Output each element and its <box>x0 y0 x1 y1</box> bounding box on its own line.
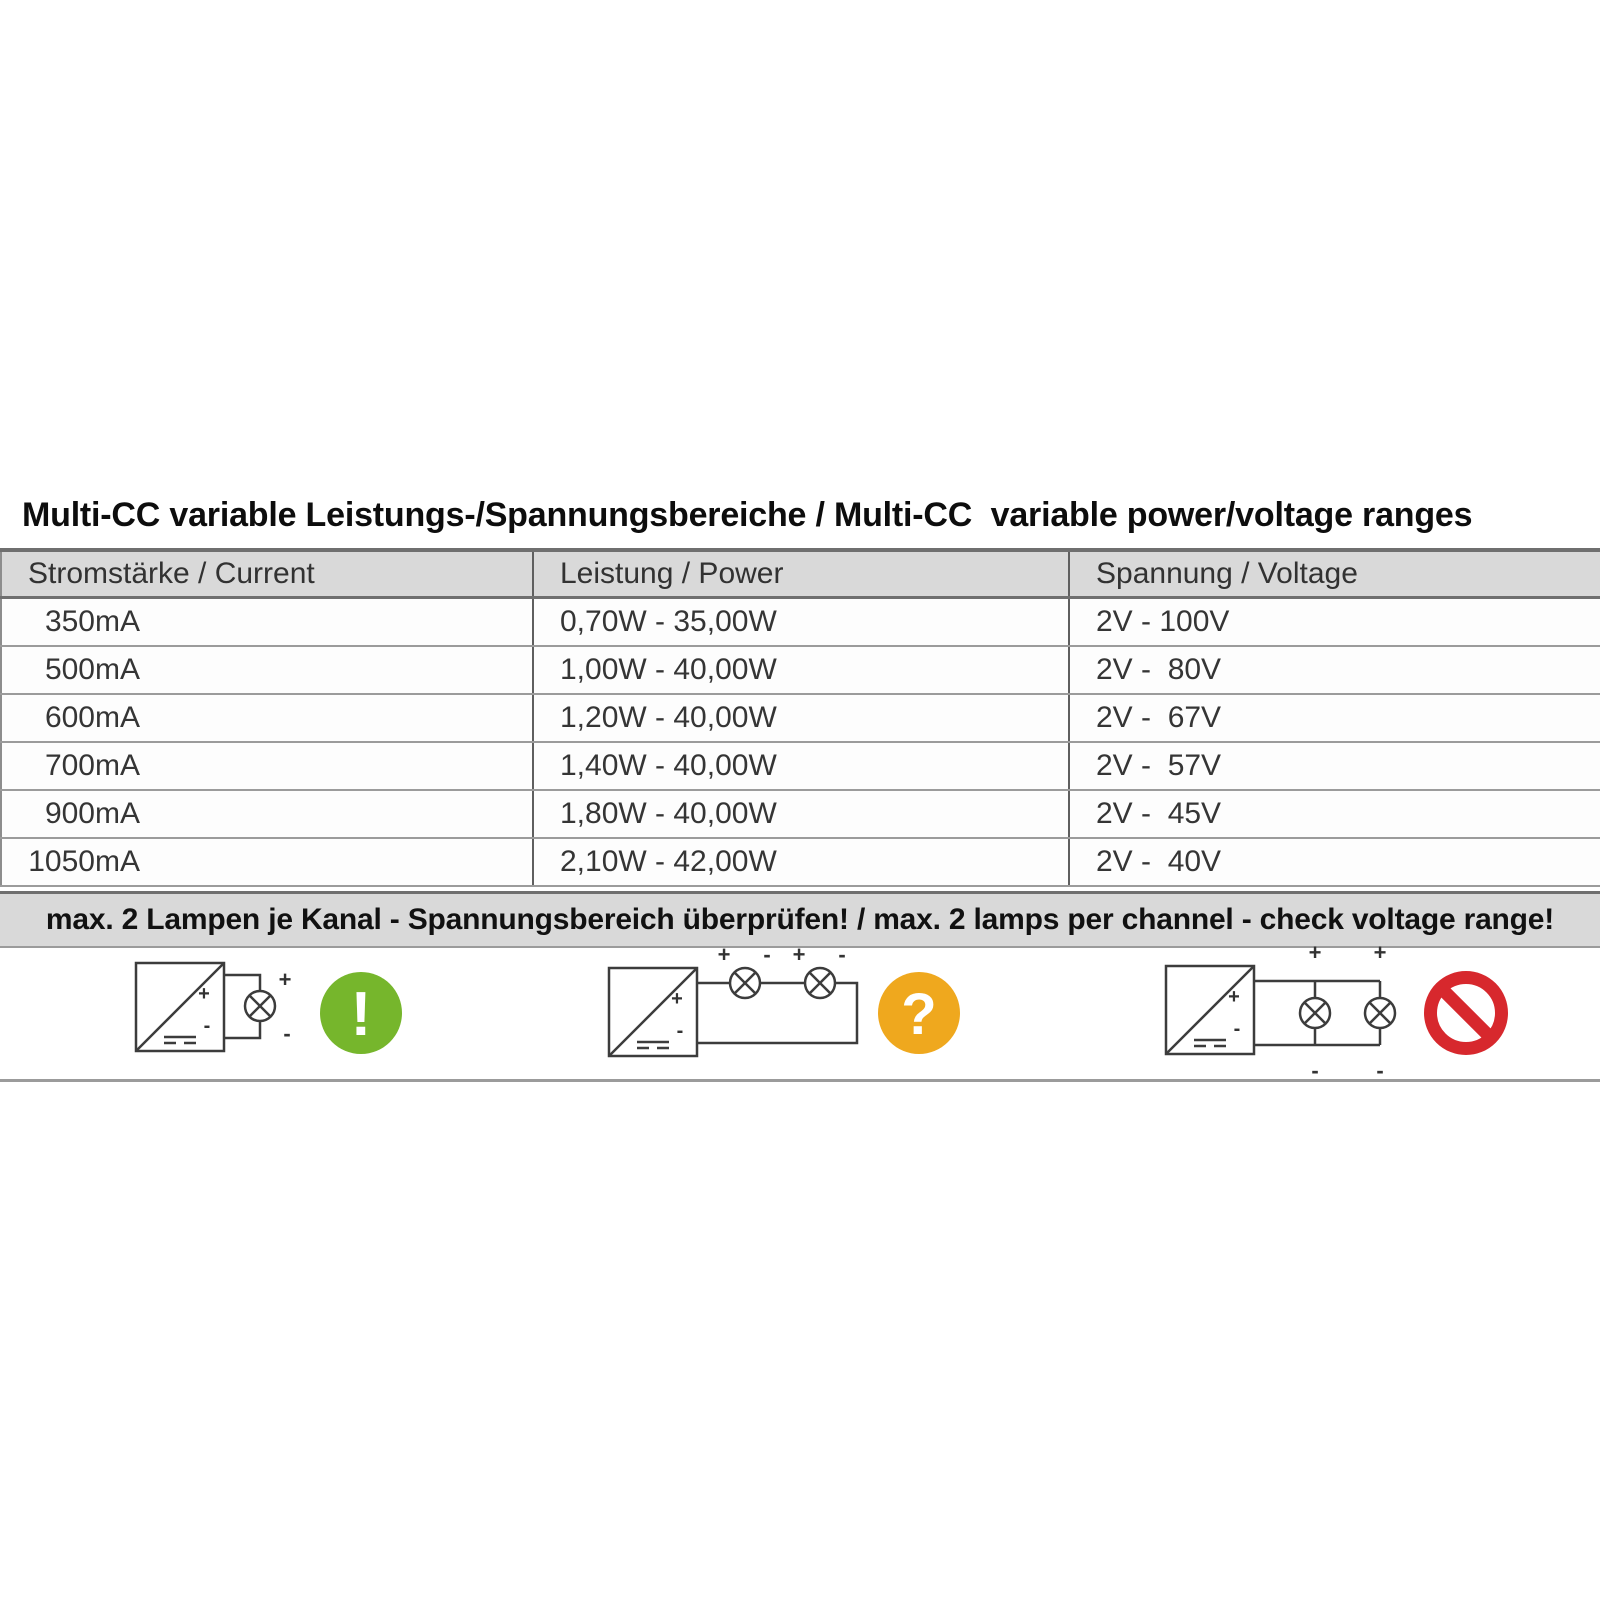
voltage-cell: 2V - 67V <box>1069 694 1600 742</box>
exclamation-icon <box>319 971 403 1055</box>
power-cell: 0,70W - 35,00W <box>533 598 1069 646</box>
driver-minus-label: - <box>203 1015 211 1037</box>
lamp-minus-label: - <box>283 1021 291 1046</box>
voltage-cell: 2V - 57V <box>1069 742 1600 790</box>
lamp-plus-label: + <box>717 942 730 967</box>
question-icon <box>877 971 961 1055</box>
svg-text:?: ? <box>900 982 937 1047</box>
warning-banner: max. 2 Lampen je Kanal - Spannungsbereich überprüfen! / max. 2 lamps per channel - check voltage range! <box>0 891 1600 948</box>
current-cell <box>1 838 533 886</box>
column-header-current: Stromstärke / Current <box>1 550 533 598</box>
lamp-plus-label: + <box>792 942 805 967</box>
lamp-plus-label: + <box>278 967 292 992</box>
single-lamp-circuit-diagram <box>132 938 307 1088</box>
voltage-cell: 2V - 45V <box>1069 790 1600 838</box>
series-circuit-diagram <box>605 938 865 1088</box>
current-cell <box>1 694 533 742</box>
column-header-voltage: Spannung / Voltage <box>1069 550 1600 598</box>
power-cell: 2,10W - 42,00W <box>533 838 1069 886</box>
lamp-plus-label: + <box>1308 940 1322 965</box>
current-cell <box>1 598 533 646</box>
table-row <box>1 742 1600 790</box>
power-cell: 1,00W - 40,00W <box>533 646 1069 694</box>
current-value: 500mA <box>44 652 140 686</box>
driver-plus-label: + <box>198 983 210 1005</box>
voltage-cell: 2V - 80V <box>1069 646 1600 694</box>
lamp-minus-label: - <box>837 942 846 967</box>
current-cell <box>1 790 533 838</box>
driver-minus-label: - <box>676 1020 683 1042</box>
table-row <box>1 646 1600 694</box>
lamp-minus-label: - <box>762 942 771 967</box>
table-row <box>1 838 1600 886</box>
current-value: 600mA <box>44 700 140 734</box>
table-row <box>1 790 1600 838</box>
parallel-circuit-diagram <box>1162 938 1412 1088</box>
table-header-row <box>1 550 1600 598</box>
table-row <box>1 598 1600 646</box>
voltage-cell: 2V - 40V <box>1069 838 1600 886</box>
driver-plus-label: + <box>670 988 683 1010</box>
power-cell: 1,20W - 40,00W <box>533 694 1069 742</box>
diagram-parallel <box>1162 938 1508 1088</box>
current-value: 700mA <box>44 748 140 782</box>
power-voltage-table <box>0 548 1600 887</box>
column-header-power: Leistung / Power <box>533 550 1069 598</box>
current-cell <box>1 646 533 694</box>
wiring-diagrams <box>0 940 1600 1083</box>
prohibited-icon <box>1424 971 1508 1055</box>
power-cell: 1,40W - 40,00W <box>533 742 1069 790</box>
diagram-series <box>605 938 961 1088</box>
table-row <box>1 694 1600 742</box>
page-title: Multi-CC variable Leistungs-/Spannungsbereiche / Multi-CC variable power/voltage ranges <box>22 496 1473 534</box>
lamp-plus-label: + <box>1373 940 1387 965</box>
driver-minus-label: - <box>1233 1018 1241 1040</box>
diagram-one-lamp <box>132 938 403 1088</box>
current-value: 1050mA <box>28 844 140 878</box>
lamp-minus-label: - <box>1311 1058 1319 1083</box>
current-value: 900mA <box>44 796 140 830</box>
driver-plus-label: + <box>1228 986 1240 1008</box>
voltage-cell: 2V - 100V <box>1069 598 1600 646</box>
power-cell: 1,80W - 40,00W <box>533 790 1069 838</box>
svg-text:!: ! <box>350 980 372 1049</box>
lamp-minus-label: - <box>1376 1058 1384 1083</box>
current-cell <box>1 742 533 790</box>
current-value: 350mA <box>44 604 140 638</box>
